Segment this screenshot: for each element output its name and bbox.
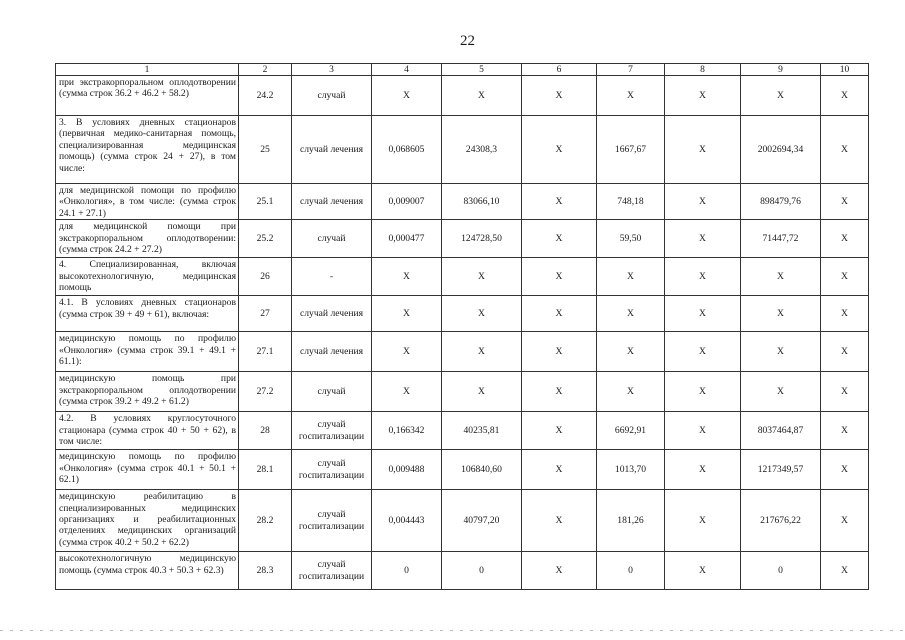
table-cell: 83066,10 bbox=[442, 184, 522, 220]
table-cell: X bbox=[665, 116, 741, 184]
table-cell: X bbox=[821, 258, 869, 296]
table-cell: X bbox=[522, 116, 597, 184]
table-cell: 217676,22 bbox=[741, 490, 821, 552]
table-cell: 40797,20 bbox=[442, 490, 522, 552]
table-row bbox=[56, 220, 869, 258]
table-row bbox=[56, 490, 869, 552]
table-cell: X bbox=[597, 296, 665, 332]
table-row bbox=[56, 184, 869, 220]
table-cell: X bbox=[522, 412, 597, 450]
table-cell: X bbox=[522, 184, 597, 220]
table-cell: X bbox=[522, 490, 597, 552]
table-cell: случай госпитализации bbox=[292, 552, 372, 590]
row-label-cell: медицинскую реабилитацию в специализированных медицинских организациях и реабилитационных отделениях медицинских организаций (сумма строк 40.2 + 50.2 + 62.2) bbox=[56, 490, 239, 552]
table-cell: X bbox=[741, 332, 821, 372]
table-cell: 0,009007 bbox=[372, 184, 442, 220]
page-number: 22 bbox=[460, 33, 475, 49]
table-cell: X bbox=[821, 372, 869, 412]
table-cell: X bbox=[597, 258, 665, 296]
column-header: 1 bbox=[56, 64, 239, 76]
table-cell: 25.2 bbox=[239, 220, 292, 258]
table-cell: 28 bbox=[239, 412, 292, 450]
table-cell: X bbox=[442, 76, 522, 116]
table-cell: X bbox=[821, 412, 869, 450]
row-label-cell: медицинскую помощь при экстракорпоральном оплодотворении (сумма строк 39.2 + 49.2 + 61.2) bbox=[56, 372, 239, 412]
table-cell: X bbox=[442, 296, 522, 332]
table-cell: 0,166342 bbox=[372, 412, 442, 450]
row-label-cell: высокотехнологичную медицинскую помощь (сумма строк 40.3 + 50.3 + 62.3) bbox=[56, 552, 239, 590]
table-cell: X bbox=[442, 332, 522, 372]
table-cell: X bbox=[665, 76, 741, 116]
table-cell: X bbox=[665, 258, 741, 296]
table-cell: X bbox=[665, 490, 741, 552]
table-cell: 0 bbox=[597, 552, 665, 590]
table-cell: 181,26 bbox=[597, 490, 665, 552]
table-cell: случай госпитализации bbox=[292, 490, 372, 552]
table-row bbox=[56, 450, 869, 490]
table-cell: 25 bbox=[239, 116, 292, 184]
table-cell: случай bbox=[292, 76, 372, 116]
table-row bbox=[56, 296, 869, 332]
table-header-row bbox=[56, 64, 869, 76]
row-label-cell: для медицинской помощи по профилю «Онкология», в том числе: (сумма строк 24.1 + 27.1) bbox=[56, 184, 239, 220]
column-header: 5 bbox=[442, 64, 522, 76]
table-cell: X bbox=[665, 412, 741, 450]
table-cell: 27.1 bbox=[239, 332, 292, 372]
table-cell: X bbox=[665, 372, 741, 412]
row-label-cell: 4.1. В условиях дневных стационаров (сумма строк 39 + 49 + 61), включая: bbox=[56, 296, 239, 332]
column-header: 4 bbox=[372, 64, 442, 76]
row-label-cell: 4.2. В условиях круглосуточного стационара (сумма строк 40 + 50 + 62), в том числе: bbox=[56, 412, 239, 450]
column-header: 7 bbox=[597, 64, 665, 76]
table-cell: случай bbox=[292, 220, 372, 258]
table-cell: X bbox=[372, 296, 442, 332]
row-label-cell: медицинскую помощь по профилю «Онкология» (сумма строк 40.1 + 50.1 + 62.1) bbox=[56, 450, 239, 490]
table-cell: X bbox=[372, 372, 442, 412]
table-cell: X bbox=[597, 332, 665, 372]
table-cell: X bbox=[821, 116, 869, 184]
table-row bbox=[56, 552, 869, 590]
table-cell: X bbox=[442, 258, 522, 296]
table-cell: X bbox=[522, 552, 597, 590]
table-cell: 898479,76 bbox=[741, 184, 821, 220]
table-cell: X bbox=[821, 332, 869, 372]
table-cell: X bbox=[372, 332, 442, 372]
table-cell: X bbox=[821, 76, 869, 116]
row-label-cell: медицинскую помощь по профилю «Онкология» (сумма строк 39.1 + 49.1 + 61.1): bbox=[56, 332, 239, 372]
table-cell: случай госпитализации bbox=[292, 412, 372, 450]
table-cell: X bbox=[741, 258, 821, 296]
table-cell: 124728,50 bbox=[442, 220, 522, 258]
table-row bbox=[56, 372, 869, 412]
data-table bbox=[55, 63, 869, 590]
table-cell: случай госпитализации bbox=[292, 450, 372, 490]
table-cell: 0 bbox=[741, 552, 821, 590]
table-row bbox=[56, 412, 869, 450]
table-cell: 2002694,34 bbox=[741, 116, 821, 184]
table-cell: X bbox=[522, 258, 597, 296]
table-cell: 6692,91 bbox=[597, 412, 665, 450]
table-cell: X bbox=[522, 450, 597, 490]
table-cell: X bbox=[821, 490, 869, 552]
table-cell: X bbox=[522, 76, 597, 116]
table-cell: X bbox=[522, 332, 597, 372]
column-header: 9 bbox=[741, 64, 821, 76]
row-label-cell: 4. Специализированная, включая высокотехнологичную, медицинская помощь bbox=[56, 258, 239, 296]
table-cell: 27 bbox=[239, 296, 292, 332]
table-cell: X bbox=[522, 296, 597, 332]
table-cell: X bbox=[665, 220, 741, 258]
table-cell: X bbox=[597, 76, 665, 116]
table-cell: 106840,60 bbox=[442, 450, 522, 490]
table-cell: X bbox=[821, 450, 869, 490]
table-row bbox=[56, 116, 869, 184]
table-cell: 1217349,57 bbox=[741, 450, 821, 490]
table-cell: 59,50 bbox=[597, 220, 665, 258]
table-cell: случай лечения bbox=[292, 184, 372, 220]
column-header: 6 bbox=[522, 64, 597, 76]
table-cell: 25.1 bbox=[239, 184, 292, 220]
table-cell: случай лечения bbox=[292, 116, 372, 184]
table-cell: X bbox=[821, 220, 869, 258]
table-cell: 24308,3 bbox=[442, 116, 522, 184]
table-cell: 0 bbox=[442, 552, 522, 590]
table-cell: 0,000477 bbox=[372, 220, 442, 258]
table-cell: X bbox=[821, 184, 869, 220]
scan-edge-line bbox=[0, 630, 905, 631]
table-cell: 27.2 bbox=[239, 372, 292, 412]
table-cell: 26 bbox=[239, 258, 292, 296]
table-cell: X bbox=[741, 372, 821, 412]
table-cell: X bbox=[741, 296, 821, 332]
table-cell: X bbox=[522, 220, 597, 258]
row-label-cell: для медицинской помощи при экстракорпоральном оплодотворении: (сумма строк 24.2 + 27.2) bbox=[56, 220, 239, 258]
table-cell: случай лечения bbox=[292, 296, 372, 332]
table-cell: X bbox=[821, 552, 869, 590]
table-cell: X bbox=[372, 258, 442, 296]
row-label-cell: 3. В условиях дневных стационаров (первичная медико-санитарная помощь, специализированная медицинская помощь) (сумма строк 24 + 27), в том числе: bbox=[56, 116, 239, 184]
column-header: 2 bbox=[239, 64, 292, 76]
table-cell: 40235,81 bbox=[442, 412, 522, 450]
row-label-cell: при экстракорпоральном оплодотворении (сумма строк 36.2 + 46.2 + 58.2) bbox=[56, 76, 239, 116]
table-cell: случай bbox=[292, 372, 372, 412]
table-cell: 24.2 bbox=[239, 76, 292, 116]
table-row bbox=[56, 76, 869, 116]
table-cell: 0,068605 bbox=[372, 116, 442, 184]
table-cell: X bbox=[665, 184, 741, 220]
table-cell: 0,004443 bbox=[372, 490, 442, 552]
table-cell: случай лечения bbox=[292, 332, 372, 372]
table-cell: X bbox=[665, 332, 741, 372]
table-cell: 748,18 bbox=[597, 184, 665, 220]
table-cell: X bbox=[665, 552, 741, 590]
table-row bbox=[56, 332, 869, 372]
table-cell: 1013,70 bbox=[597, 450, 665, 490]
table-cell: 28.1 bbox=[239, 450, 292, 490]
table-cell: X bbox=[821, 296, 869, 332]
column-header: 3 bbox=[292, 64, 372, 76]
table-cell: 71447,72 bbox=[741, 220, 821, 258]
table-cell: X bbox=[522, 372, 597, 412]
table-cell: 0 bbox=[372, 552, 442, 590]
table-cell: X bbox=[665, 450, 741, 490]
table-cell: - bbox=[292, 258, 372, 296]
table-cell: X bbox=[665, 296, 741, 332]
table-cell: 8037464,87 bbox=[741, 412, 821, 450]
column-header: 10 bbox=[821, 64, 869, 76]
column-header: 8 bbox=[665, 64, 741, 76]
table-cell: 28.3 bbox=[239, 552, 292, 590]
table-cell: 28.2 bbox=[239, 490, 292, 552]
table-cell: X bbox=[372, 76, 442, 116]
table-cell: 1667,67 bbox=[597, 116, 665, 184]
table-cell: 0,009488 bbox=[372, 450, 442, 490]
table-cell: X bbox=[741, 76, 821, 116]
table-cell: X bbox=[597, 372, 665, 412]
table-row bbox=[56, 258, 869, 296]
table-cell: X bbox=[442, 372, 522, 412]
